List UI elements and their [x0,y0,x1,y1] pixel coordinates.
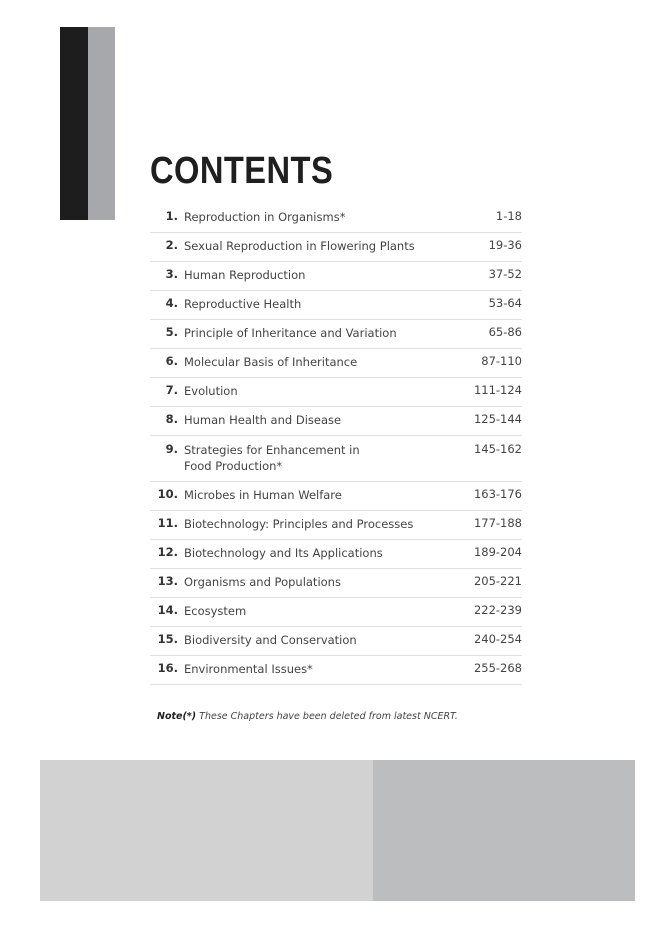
note-prefix: Note(*) [157,711,197,722]
chapter-title: Biotechnology and Its Applications [184,546,383,560]
toc-row[interactable] [150,349,522,378]
chapter-number: 16. [157,661,178,675]
chapter-label [184,238,489,254]
toc-row[interactable] [150,482,522,511]
chapter-title: Human Reproduction [184,268,306,282]
chapter-title: Principle of Inheritance and Variation [184,326,397,340]
chapter-title: Sexual Reproduction in Flowering Plants [184,239,415,253]
chapter-label [184,442,474,474]
chapter-number: 7. [165,383,178,397]
chapter-label [184,325,489,341]
chapter-number: 4. [165,296,178,310]
chapter-label [184,296,489,312]
table-of-contents [150,204,522,685]
toc-row[interactable] [150,627,522,656]
page-range: 205-221 [473,574,522,588]
chapter-title: Evolution [184,384,238,398]
chapter-title: Biodiversity and Conservation [184,633,357,647]
page-range: 37-52 [488,267,522,281]
chapter-label [184,516,474,532]
chapter-number: 9. [165,442,178,456]
chapter-label [184,661,474,677]
toc-row[interactable] [150,407,522,436]
chapter-title: Reproductive Health [184,297,302,311]
chapter-number: 12. [157,545,178,559]
chapter-title: Organisms and Populations [184,575,341,589]
page-range: 240-254 [473,632,522,646]
toc-row[interactable] [150,569,522,598]
decorative-black-bar [60,27,88,220]
page-range: 53-64 [488,296,522,310]
chapter-label [184,603,474,619]
chapter-label [184,412,474,428]
chapter-number: 8. [165,412,178,426]
page-range: 189-204 [473,545,522,559]
toc-row[interactable] [150,436,522,482]
decorative-box-light [40,760,373,901]
page-range: 19-36 [488,238,522,252]
chapter-number: 1. [165,209,178,223]
chapter-label [184,487,474,503]
chapter-number: 10. [157,487,178,501]
chapter-title-line2: Food Production* [184,459,283,473]
chapter-label [184,267,489,283]
note-text: These Chapters have been deleted from latest NCERT. [196,711,458,722]
chapter-title: Environmental Issues* [184,662,313,676]
toc-row[interactable] [150,511,522,540]
chapter-number: 13. [157,574,178,588]
toc-row[interactable] [150,233,522,262]
decorative-gray-bar [88,27,115,220]
chapter-title-line1: Strategies for Enhancement in [184,443,360,457]
toc-row[interactable] [150,598,522,627]
toc-row[interactable] [150,262,522,291]
chapter-label [184,383,474,399]
toc-row[interactable] [150,656,522,685]
toc-row[interactable] [150,540,522,569]
page-range: 145-162 [473,442,522,456]
chapter-title: Reproduction in Organisms* [184,210,346,224]
page-range: 177-188 [473,516,522,530]
toc-row[interactable] [150,378,522,407]
footnote [157,711,458,722]
chapter-number: 11. [157,516,178,530]
chapter-label [184,632,474,648]
page-title: CONTENTS [150,150,334,192]
chapter-title: Human Health and Disease [184,413,342,427]
page-range: 125-144 [473,412,522,426]
page-range: 65-86 [488,325,522,339]
page-range: 1-18 [495,209,522,223]
chapter-title: Ecosystem [184,604,247,618]
page-range: 255-268 [473,661,522,675]
chapter-number: 2. [165,238,178,252]
toc-row[interactable] [150,204,522,233]
chapter-label [184,574,474,590]
chapter-label [184,209,496,225]
decorative-box-dark [373,760,635,901]
chapter-number: 3. [165,267,178,281]
chapter-number: 15. [157,632,178,646]
chapter-title: Biotechnology: Principles and Processes [184,517,414,531]
toc-row[interactable] [150,320,522,349]
chapter-number: 14. [157,603,178,617]
toc-row[interactable] [150,291,522,320]
chapter-number: 5. [165,325,178,339]
chapter-label [184,354,481,370]
page-range: 163-176 [473,487,522,501]
page-range: 222-239 [473,603,522,617]
chapter-title: Microbes in Human Welfare [184,488,342,502]
page-range: 111-124 [473,383,522,397]
page-range: 87-110 [481,354,522,368]
chapter-title: Molecular Basis of Inheritance [184,355,358,369]
chapter-label [184,545,474,561]
chapter-number: 6. [165,354,178,368]
